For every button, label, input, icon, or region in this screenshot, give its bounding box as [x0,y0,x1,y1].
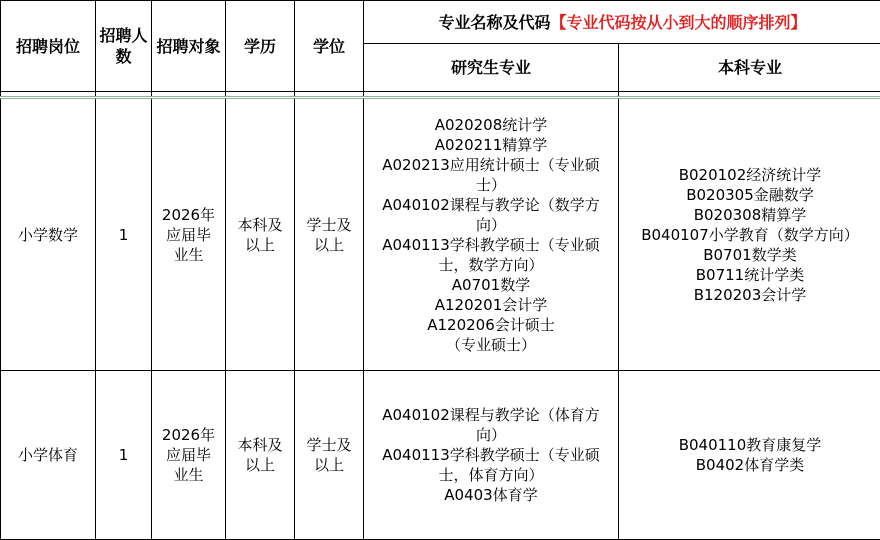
undergrad-major-item: B020308精算学 [621,205,879,225]
cell-target [152,371,226,540]
education-text: 本科及以上 [235,435,285,475]
header-major-title: 专业名称及代码 [438,13,550,32]
cell-grad-majors [364,371,619,540]
grad-major-item: A040102课程与教学论（体育方向） [371,405,611,445]
undergrad-major-item: B020102经济统计学 [621,165,879,185]
degree-text: 学士及以上 [304,435,354,475]
header-degree: 学位 [295,1,364,92]
target-text: 2026年应届毕业生 [162,425,216,485]
cell-count: 1 [96,371,152,540]
undergrad-major-item: B020305金融数学 [621,185,879,205]
grad-major-item: A0403体育学 [366,485,616,505]
header-undergrad-major: 本科专业 [619,44,880,92]
header-education: 学历 [226,1,295,92]
cell-position: 小学数学 [1,98,96,371]
grad-major-item: A040113学科教学硕士（专业硕士，数学方向） [371,235,611,275]
grad-major-item: A040113学科教学硕士（专业硕士，体育方向） [371,445,611,485]
undergrad-major-item: B040107小学教育（数学方向） [621,225,879,245]
cell-undergrad-majors [619,371,880,540]
undergrad-major-item: B0711统计学类 [621,265,879,285]
undergrad-major-item: B120203会计学 [621,285,879,305]
grad-major-item: A020208统计学 [366,115,616,135]
cell-target [152,98,226,371]
undergrad-major-item: B0402体育学类 [621,455,879,475]
undergrad-major-item: B040110教育康复学 [621,435,879,455]
cell-position: 小学体育 [1,371,96,540]
cell-count: 1 [96,98,152,371]
grad-major-item: A020213应用统计硕士（专业硕士） [371,155,611,195]
cell-undergrad-majors [619,98,880,371]
cell-education [226,98,295,371]
education-text: 本科及以上 [235,215,285,255]
degree-text: 学士及以上 [304,215,354,255]
grad-major-item: A120206会计硕士（专业硕士） [416,315,566,355]
undergrad-major-item: B0701数学类 [621,245,879,265]
cell-degree [295,98,364,371]
cell-grad-majors [364,98,619,371]
header-count: 招聘人数 [96,1,152,92]
target-text: 2026年应届毕业生 [162,205,216,265]
cell-degree [295,371,364,540]
header-target: 招聘对象 [152,1,226,92]
grad-major-item: A120201会计学 [366,295,616,315]
table-row [1,371,880,540]
header-position: 招聘岗位 [1,1,96,92]
cell-education [226,371,295,540]
grad-major-item: A020211精算学 [366,135,616,155]
header-grad-major: 研究生专业 [364,44,619,92]
grad-major-item: A0701数学 [366,275,616,295]
table-row [1,98,880,371]
grad-major-item: A040102课程与教学论（数学方向） [371,195,611,235]
header-major-note: 【专业代码按从小到大的顺序排列】 [551,13,807,32]
header-major-title-cell [364,1,880,44]
